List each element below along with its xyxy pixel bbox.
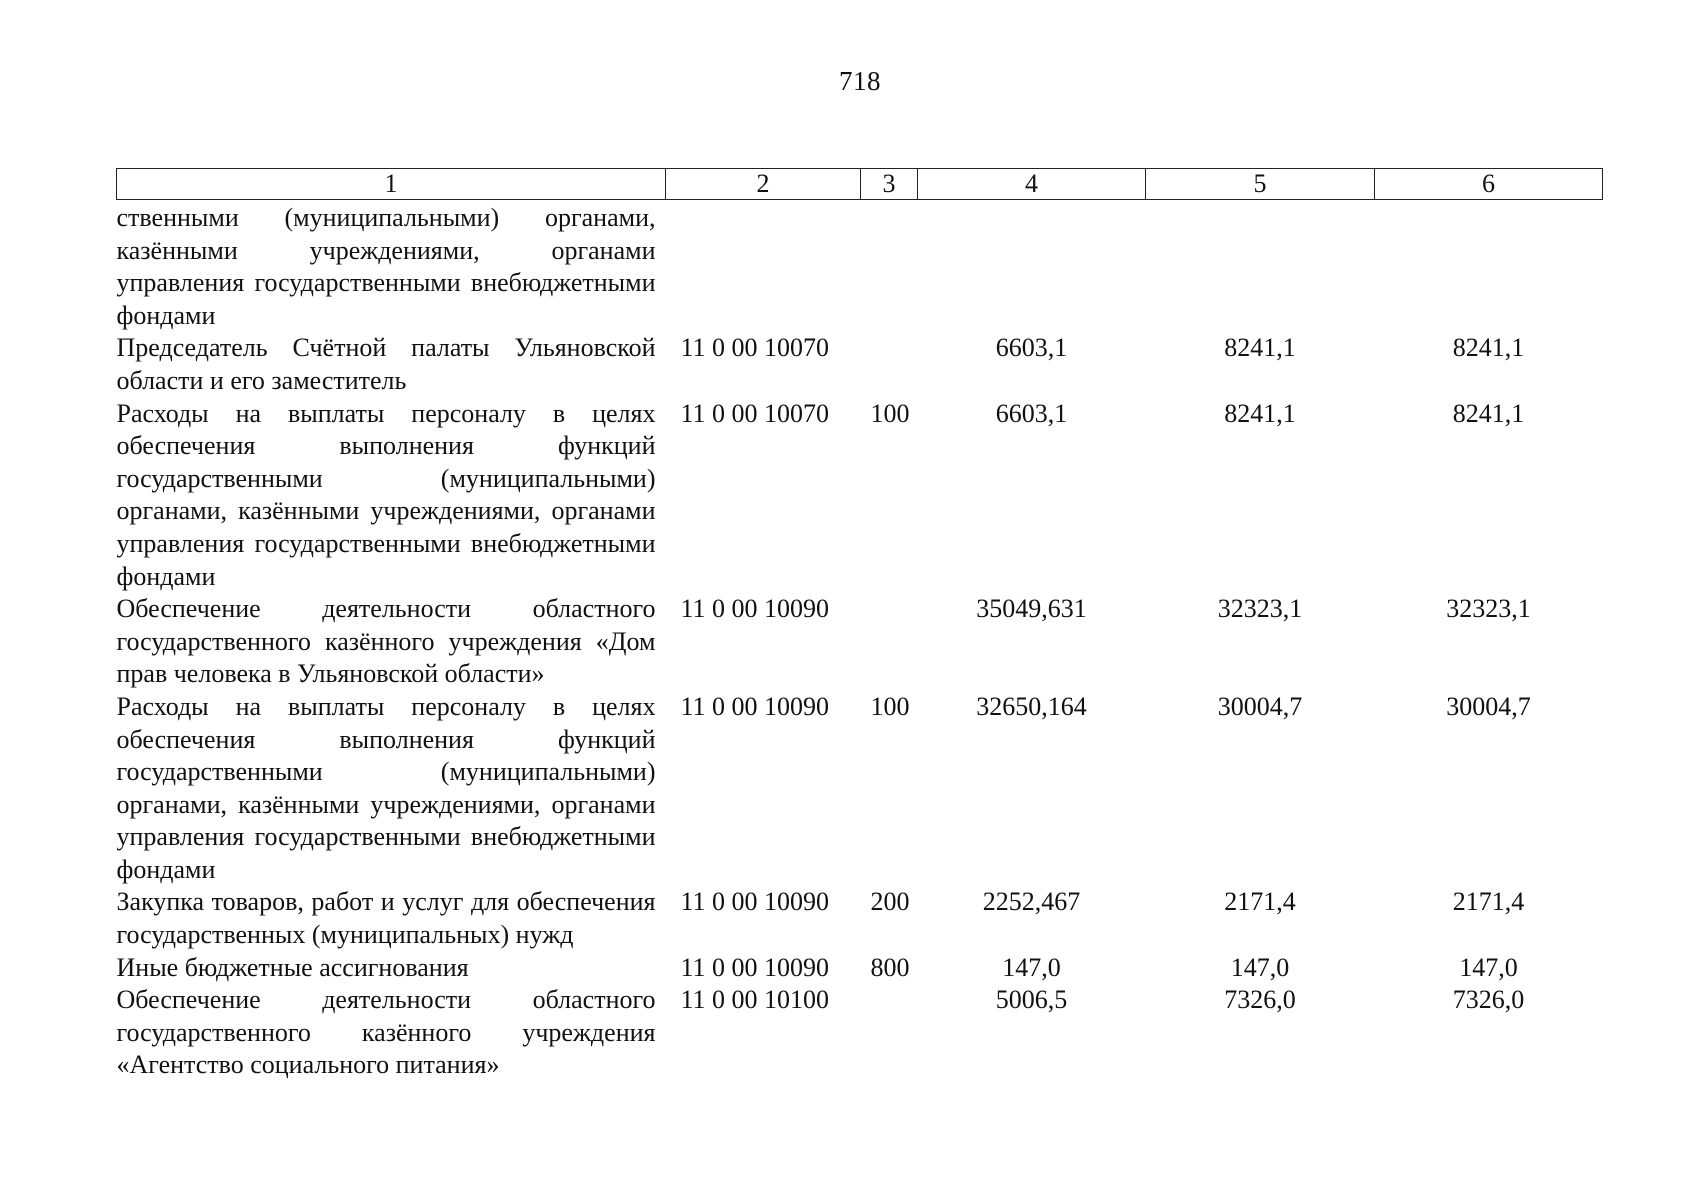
column-header-6: 6 — [1375, 169, 1603, 200]
table-row — [117, 332, 1603, 397]
amount-col-6: 8241,1 — [1452, 333, 1525, 363]
expense-name: Расходы на выплаты персоналу в целях обеспечения выполнения функций государственными (муниципальными) органами, казёнными учреждениями, органами управления государственными внебюджетными фондами — [116, 691, 656, 884]
target-article-code: 11 0 00 10100 — [680, 985, 830, 1015]
column-header-2: 2 — [666, 169, 861, 200]
expense-name: Иные бюджетные ассигнования — [116, 952, 469, 982]
amount-col-5: 32323,1 — [1217, 594, 1303, 624]
amount-col-5: 7326,0 — [1224, 985, 1296, 1015]
amount-col-6: 32323,1 — [1446, 594, 1531, 624]
amount-col-6: 7326,0 — [1452, 985, 1525, 1015]
amount-col-4: 5006,5 — [995, 985, 1068, 1015]
table-row — [117, 984, 1603, 1082]
expense-name: Председатель Счётной палаты Ульяновской области и его заместитель — [116, 333, 656, 395]
target-article-code: 11 0 00 10090 — [680, 887, 830, 917]
amount-col-5: 30004,7 — [1217, 691, 1303, 721]
target-article-code: 11 0 00 10090 — [680, 952, 830, 982]
table-row — [117, 593, 1603, 691]
expense-name: Обеспечение деятельности областного государственного казённого учреждения «Дом прав человека в Ульяновской области» — [116, 594, 656, 689]
expense-name: Расходы на выплаты персоналу в целях обеспечения выполнения функций государственными (муниципальными) органами, казёнными учреждениями, органами управления государственными внебюджетными фондами — [116, 398, 656, 591]
amount-col-5: 2171,4 — [1224, 887, 1296, 917]
target-article-code: 11 0 00 10090 — [680, 691, 830, 721]
budget-table — [116, 168, 1603, 1082]
expense-name: Закупка товаров, работ и услуг для обеспечения государственных (муниципальных) нужд — [116, 887, 656, 950]
amount-col-5: 8241,1 — [1224, 398, 1296, 428]
expense-type-code — [861, 984, 918, 1082]
table-row — [117, 691, 1603, 887]
expense-type-code — [861, 200, 918, 333]
table-row — [117, 952, 1603, 985]
amount-col-6: 2171,4 — [1452, 887, 1525, 917]
column-header-5: 5 — [1146, 169, 1375, 200]
expense-type-code: 800 — [870, 952, 910, 982]
amount-col-6: 8241,1 — [1452, 398, 1525, 428]
column-header-3: 3 — [861, 169, 918, 200]
amount-col-4: 147,0 — [1002, 952, 1061, 982]
column-header-4: 4 — [918, 169, 1146, 200]
expense-type-code: 100 — [870, 398, 910, 428]
amount-col-4: 32650,164 — [976, 691, 1087, 721]
table-row — [117, 200, 1603, 333]
target-article-code: 11 0 00 10090 — [680, 594, 830, 624]
amount-col-6 — [1375, 200, 1603, 333]
target-article-code: 11 0 00 10070 — [680, 398, 830, 428]
amount-col-4: 6603,1 — [995, 398, 1068, 428]
amount-col-5: 8241,1 — [1224, 333, 1296, 363]
target-article-code — [666, 200, 861, 333]
expense-name: ственными (муниципальными) органами, казёнными учреждениями, органами управления государственными внебюджетными фондами — [116, 203, 656, 330]
expense-type-code: 200 — [870, 887, 910, 917]
amount-col-4: 6603,1 — [995, 333, 1068, 363]
column-header-1: 1 — [117, 169, 666, 200]
amount-col-4 — [918, 200, 1146, 333]
amount-col-6: 30004,7 — [1446, 691, 1531, 721]
amount-col-4: 2252,467 — [982, 887, 1081, 917]
table-row — [117, 886, 1603, 951]
amount-col-4: 35049,631 — [976, 594, 1087, 624]
expense-name: Обеспечение деятельности областного государственного казённого учреждения «Агентство социального питания» — [116, 985, 656, 1080]
expense-type-code — [861, 332, 918, 397]
target-article-code: 11 0 00 10070 — [680, 333, 830, 363]
table-row — [117, 398, 1603, 594]
amount-col-5 — [1146, 200, 1375, 333]
page-number: 718 — [839, 66, 881, 96]
amount-col-6: 147,0 — [1459, 952, 1518, 982]
expense-type-code: 100 — [870, 691, 910, 721]
expense-type-code — [861, 593, 918, 691]
header-row — [117, 169, 1603, 200]
amount-col-5: 147,0 — [1230, 952, 1290, 982]
